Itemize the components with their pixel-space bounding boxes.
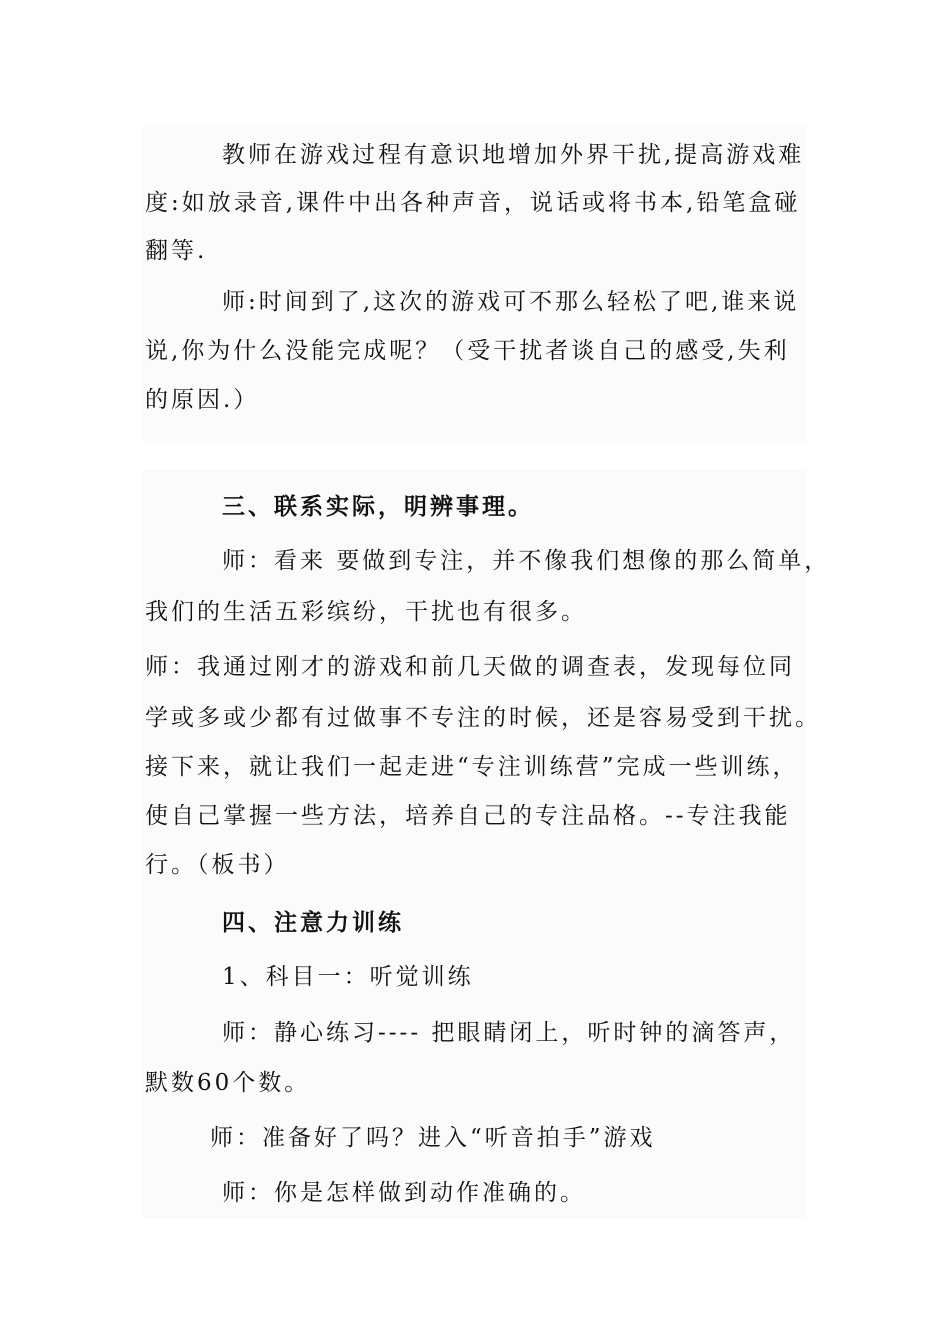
text-block-main xyxy=(143,470,806,1218)
paragraph-line: 学或多或少都有过做事不专注的时候，还是容易受到干扰。 xyxy=(145,705,821,731)
paragraph-line: 度:如放录音,课件中出各种声音，说话或将书本,铅笔盒碰 xyxy=(145,190,801,216)
paragraph-line: 使自己掌握一些方法，培养自己的专注品格。--专注我能 xyxy=(145,803,791,829)
section-heading: 三、联系实际，明辨事理。 xyxy=(222,493,534,520)
paragraph-line: 默数60个数。 xyxy=(145,1070,311,1096)
paragraph-line: 师：准备好了吗？进入“听音拍手”游戏 xyxy=(210,1125,656,1151)
subsection-heading: 1、科目一：听觉训练 xyxy=(222,964,474,990)
paragraph-line: 师：你是怎样做到动作准确的。 xyxy=(222,1180,586,1206)
paragraph-line: 师：我通过刚才的游戏和前几天做的调查表，发现每位同 xyxy=(145,654,795,680)
paragraph-line: 翻等. xyxy=(145,238,208,264)
paragraph-line: 的原因.） xyxy=(145,387,260,413)
section-heading: 四、注意力训练 xyxy=(222,909,404,936)
paragraph-line: 接下来，就让我们一起走进“专注训练营”完成一些训练， xyxy=(145,754,799,780)
paragraph-line: 师：静心练习---- 把眼睛闭上，听时钟的滴答声， xyxy=(222,1020,796,1046)
paragraph-line: 说,你为什么没能完成呢？（受干扰者谈自己的感受,失利 xyxy=(145,338,790,364)
paragraph-line: 我们的生活五彩缤纷，干扰也有很多。 xyxy=(145,599,587,625)
paragraph-line: 行。（板书） xyxy=(145,852,290,878)
paragraph-line: 师:时间到了,这次的游戏可不那么轻松了吧,谁来说 xyxy=(222,289,800,315)
paragraph-line: 教师在游戏过程有意识地增加外界干扰,提高游戏难 xyxy=(222,142,805,168)
paragraph-line: 师：看来 要做到专注，并不像我们想像的那么简单， xyxy=(222,548,831,574)
